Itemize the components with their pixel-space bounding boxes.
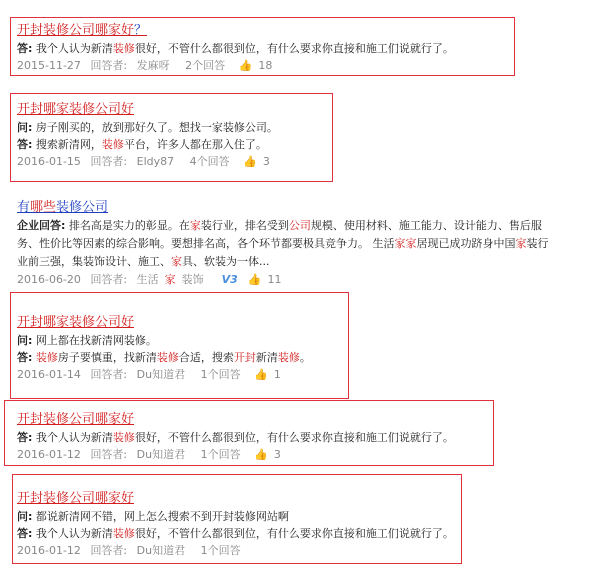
answer-line-6: 答: 我个人认为新清装修很好，不管什么都很到位，有什么要求你直接和施工们说就行了。 — [17, 527, 454, 540]
verified-badge: V3 — [221, 273, 238, 286]
result-item-4 — [17, 314, 311, 384]
like-count-4[interactable]: 👍 1 — [254, 368, 281, 381]
result-title-3[interactable]: 有哪些装修公司 — [17, 200, 109, 215]
thumbs-up-icon: 👍 — [247, 273, 262, 286]
meta-line-6: 2016-01-12 回答者: Du知道君 1个回答 — [17, 544, 241, 557]
question-line-6: 问: 都说新清网不错，网上怎么搜索不到开封装修网站啊 — [17, 510, 289, 523]
answer-line-5: 答: 我个人认为新清装修很好，不管什么都很到位，有什么要求你直接和施工们说就行了。 — [17, 431, 454, 444]
result-title-6[interactable]: 开封装修公司哪家好 — [17, 491, 135, 506]
like-count-3[interactable]: 👍 11 — [247, 273, 282, 286]
result-item-1 — [17, 22, 454, 75]
like-count-5[interactable]: 👍 3 — [254, 448, 281, 461]
result-item-2 — [17, 101, 282, 171]
thumbs-up-icon: 👍 — [254, 368, 268, 381]
meta-line-2: 2016-01-15 回答者: Eldy87 4个回答 👍 3 — [17, 153, 282, 171]
answer-line-2: 答: 搜索新清网，装修平台，许多人都在那入住了。 — [17, 138, 267, 151]
result-title-4[interactable]: 开封哪家装修公司好 — [17, 315, 135, 330]
result-item-3 — [17, 199, 557, 289]
meta-line-1: 2015-11-27 回答者: 发麻呀 2个回答 👍 18 — [17, 57, 454, 75]
answer-line-4: 答: 装修房子要慎重，找新清装修合适，搜索开封新清装修。 — [17, 351, 311, 364]
question-line-4: 问: 网上都在找新清网装修。 — [17, 334, 157, 347]
thumbs-up-icon: 👍 — [254, 448, 268, 461]
like-count-1[interactable]: 👍 18 — [238, 59, 273, 72]
answer-line-1: 答: 我个人认为新清装修很好，不管什么都很到位，有什么要求你直接和施工们说就行了。 — [17, 42, 454, 55]
thumbs-up-icon: 👍 — [238, 59, 253, 72]
like-count-2[interactable]: 👍 3 — [243, 155, 270, 168]
result-item-5 — [17, 411, 454, 464]
answer-paragraph-3: 企业回答: 排名高是实力的彰显。在家装行业，排名受到公司规模、使用材料、施工能力、设计能力、售后服务、性价比等因素的综合影响。要想排名高，各个环节都要极具竞争力。 生活家家居现已成功跻身中国家装行业前三强，集装饰设计、施工、家具、软装为一体... — [17, 219, 549, 268]
question-line-2: 问: 房子刚买的，放到那好久了。想找一家装修公司。 — [17, 121, 278, 134]
meta-line-4: 2016-01-14 回答者: Du知道君 1个回答 👍 1 — [17, 366, 311, 384]
result-title-1[interactable]: 开封装修公司哪家好？ — [17, 23, 148, 38]
result-title-5[interactable]: 开封装修公司哪家好 — [17, 412, 135, 427]
meta-line-5: 2016-01-12 回答者: Du知道君 1个回答 👍 3 — [17, 446, 454, 464]
result-title-2[interactable]: 开封哪家装修公司好 — [17, 102, 135, 117]
thumbs-up-icon: 👍 — [243, 155, 257, 168]
result-item-6 — [17, 490, 454, 560]
meta-line-3: 2016-06-20 回答者: 生活 家 装饰 V3 👍 11 — [17, 271, 557, 289]
